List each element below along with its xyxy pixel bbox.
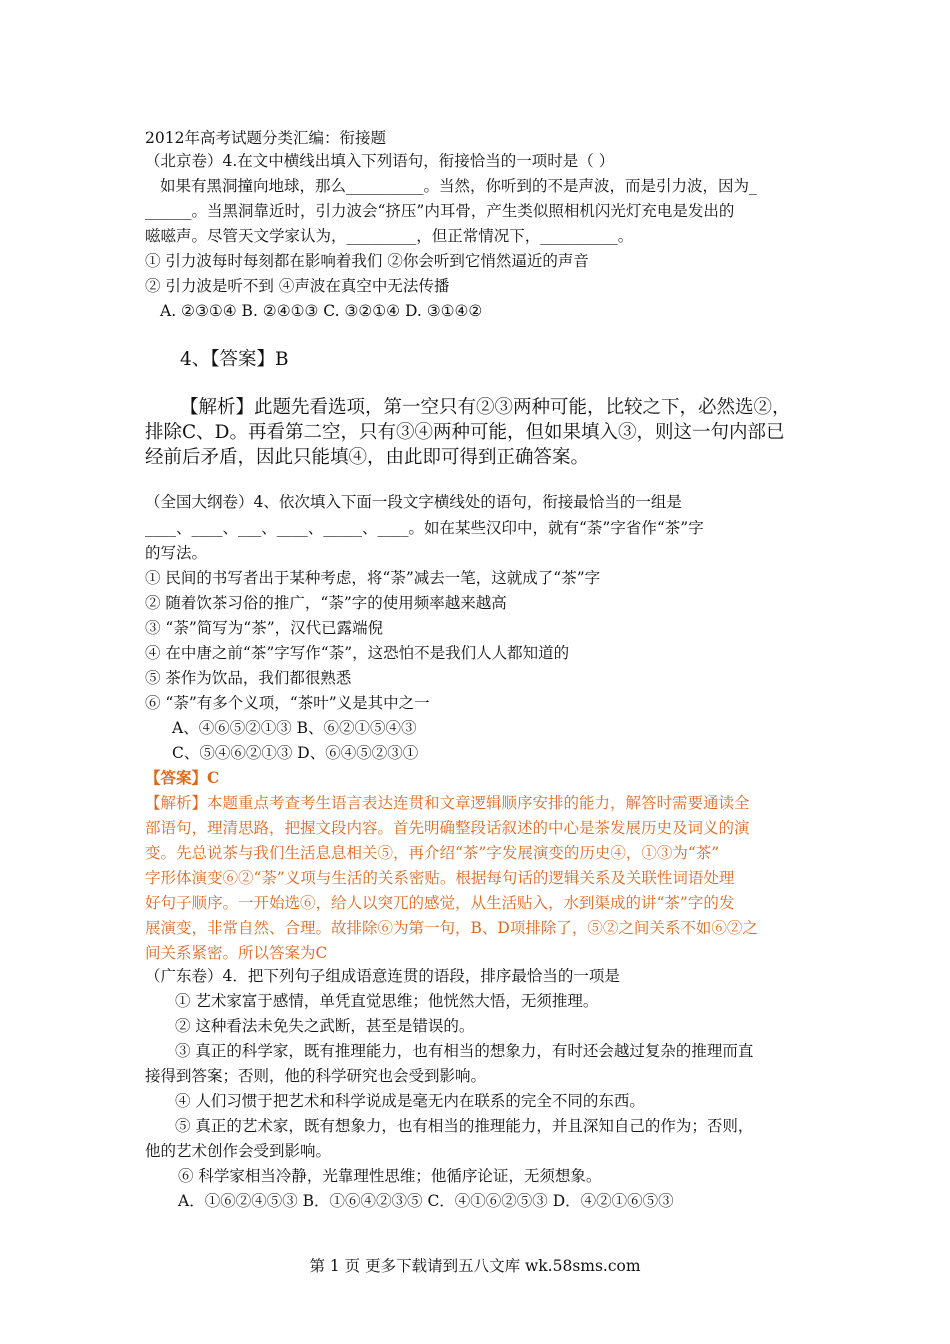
q1-analysis-line: 排除C、D。再看第二空，只有③④两种可能，但如果填入③，则这一句内部已 (145, 422, 785, 443)
q2-blanks: ____、____、___、____、_____、____。如在某些汉印中，就有“荼”字省作“茶”字 (145, 519, 704, 537)
q2-option: ② 随着饮茶习俗的推广，“荼”字的使用频率越来越高 (145, 594, 507, 612)
q2-answer: 【答案】C (145, 768, 220, 787)
q2-option: ⑤ 茶作为饮品，我们都很熟悉 (145, 669, 352, 687)
page-footer: 第 1 页 更多下载请到五八文库 wk.58sms.com (309, 1257, 641, 1275)
q2-option: ⑥ “荼”有多个义项，“茶叶”义是其中之一 (145, 694, 430, 712)
q1-option: ② 引力波是听不到 ④声波在真空中无法传播 (145, 277, 450, 295)
q2-option: ① 民间的书写者出于某种考虑，将“荼”减去一笔，这就成了“茶”字 (145, 569, 601, 587)
q1-passage-line: ______。当黑洞靠近时，引力波会“挤压”内耳骨，产生类似照相机闪光灯充电是发出的 (145, 202, 735, 220)
q1-passage-line: 如果有黑洞撞向地球，那么__________。当然，你听到的不是声波，而是引力波，因为_ (160, 177, 757, 195)
doc-title: 2012年高考试题分类汇编：衔接题 (145, 129, 386, 147)
q3-line: ① 艺术家富于感情，单凭直觉思维；他恍然大悟，无须推理。 (175, 992, 599, 1010)
q3-line: ⑥ 科学家相当冷静，光靠理性思维；他循序论证，无须想象。 (178, 1167, 602, 1185)
q1-choices: A. ②③①④ B. ②④①③ C. ③②①④ D. ③①④② (160, 302, 483, 320)
q3-line: ⑤ 真正的艺术家，既有想象力，也有相当的推理能力，并且深知自己的作为；否则， (175, 1117, 754, 1135)
q1-analysis-line: 【解析】此题先看选项，第一空只有②③两种可能，比较之下，必然选②， (180, 397, 791, 418)
q2-option: ④ 在中唐之前“茶”字写作“荼”，这恐怕不是我们人人都知道的 (145, 644, 570, 662)
q3-line: ② 这种看法未免失之武断，甚至是错误的。 (175, 1017, 475, 1035)
q3-choices: A．①⑥②④⑤③ B．①⑥④②③⑤ C．④①⑥②⑤③ D．④②①⑥⑤③ (178, 1192, 674, 1210)
q2-analysis-line: 变。先总说茶与我们生活息息相关⑤，再介绍“茶”字发展演变的历史④，①③为“茶” (145, 844, 720, 862)
q2-choices: C、⑤④⑥②①③ D、⑥④⑤②③① (172, 744, 419, 762)
q2-analysis-line: 间关系紧密。所以答案为C (145, 944, 328, 962)
q2-choices: A、④⑥⑤②①③ B、⑥②①⑤④③ (172, 719, 417, 737)
q1-heading: （北京卷）4.在文中横线出填入下列语句，衔接恰当的一项时是（ ） (145, 152, 615, 170)
q2-analysis-line: 字形体演变⑥②“荼”义项与生活的关系密贴。根据每句话的逻辑关系及关联性词语处理 (145, 869, 735, 887)
q3-line: 他的艺术创作会受到影响。 (145, 1142, 332, 1160)
q2-analysis-line: 好句子顺序。一开始选⑥，给人以突兀的感觉，从生活贴入，水到渠成的讲“茶”字的发 (145, 894, 735, 912)
q3-heading: （广东卷）4．把下列句子组成语意连贯的语段，排序最恰当的一项是 (145, 967, 620, 985)
q3-line: 接得到答案；否则，他的科学研究也会受到影响。 (145, 1067, 487, 1085)
q1-answer: 4、【答案】B (180, 349, 289, 370)
q3-line: ③ 真正的科学家，既有推理能力，也有相当的想象力，有时还会越过复杂的推理而直 (175, 1042, 754, 1060)
q3-line: ④ 人们习惯于把艺术和科学说成是毫无内在联系的完全不同的东西。 (175, 1092, 645, 1110)
q1-analysis-line: 经前后矛盾，因此只能填④，由此即可得到正确答案。 (145, 447, 590, 468)
q1-option: ① 引力波每时每刻都在影响着我们 ②你会听到它悄然逼近的声音 (145, 252, 589, 270)
q2-option: ③ “荼”简写为“茶”，汉代已露端倪 (145, 619, 384, 637)
q2-analysis-line: 展演变，非常自然、合理。故排除⑥为第一句，B、D项排除了，⑤②之间关系不如⑥②之 (145, 919, 758, 937)
q2-analysis-line: 部语句，理清思路，把握文段内容。首先明确整段话叙述的中心是茶发展历史及词义的演 (145, 819, 750, 837)
q2-blanks-tail: 的写法。 (145, 544, 208, 562)
q1-passage-line: 嗞嗞声。尽管天文学家认为，_________，但正常情况下，__________。 (145, 227, 634, 245)
q2-heading: （全国大纲卷）4、依次填入下面一段文字横线处的语句，衔接最恰当的一组是 (145, 493, 682, 511)
q2-analysis-line: 【解析】本题重点考查考生语言表达连贯和文章逻辑顺序安排的能力，解答时需要通读全 (145, 794, 750, 812)
